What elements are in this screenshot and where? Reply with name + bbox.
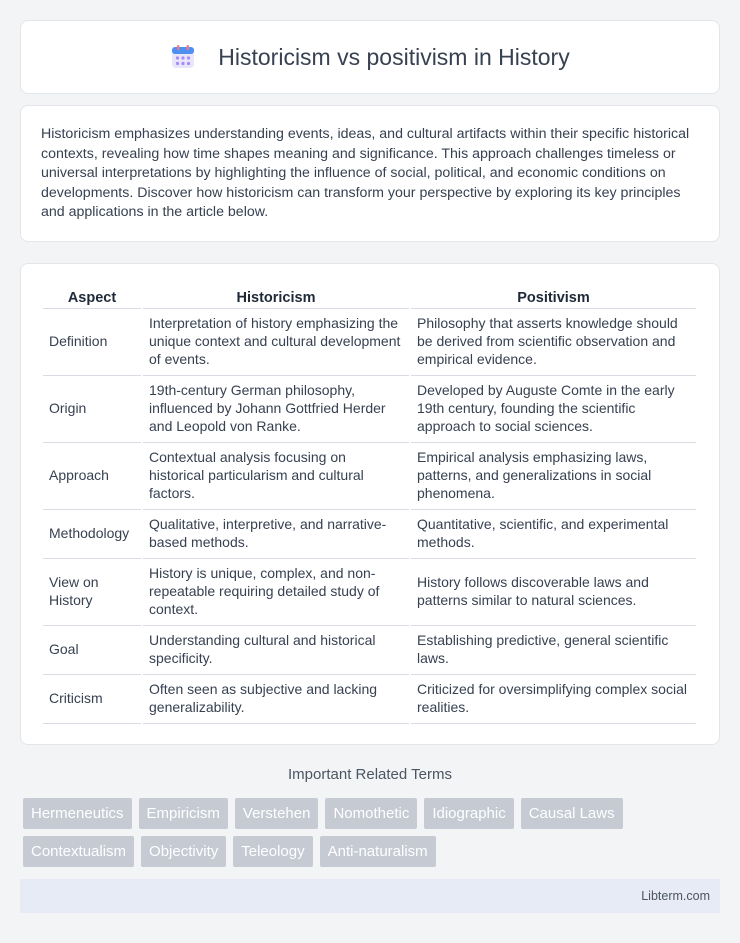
intro-text: Historicism emphasizes understanding events, ideas, and cultural artifacts within their specific historical contexts, revealing how time shapes meaning and significance. This approach challenges timeless or universal interpretations by highlighting the influence of social, political, and economic conditions on developments. Discover how historicism can transform your perspective by exploring its key principles and applications in the article below. (41, 126, 690, 221)
tag-nomothetic[interactable]: Nomothetic (325, 798, 417, 829)
intro-card (20, 105, 720, 242)
table-row (43, 626, 696, 675)
tag-objectivity[interactable]: Objectivity (141, 836, 226, 867)
tag-anti-naturalism[interactable]: Anti-naturalism (320, 836, 436, 867)
tag-causal-laws[interactable]: Causal Laws (521, 798, 623, 829)
related-terms-title: Important Related Terms (288, 766, 452, 783)
cell-historicism: 19th-century German philosophy, influenced by Johann Gottfried Herder and Leopold von Ranke. (143, 376, 409, 443)
related-terms-list (23, 798, 723, 867)
table-header-row (43, 282, 696, 309)
cell-positivism: Quantitative, scientific, and experimental methods. (411, 510, 696, 559)
tag-idiographic[interactable]: Idiographic (424, 798, 513, 829)
cell-historicism: Qualitative, interpretive, and narrative-based methods. (143, 510, 409, 559)
cell-aspect: Definition (43, 309, 141, 376)
cell-positivism: Criticized for oversimplifying complex social realities. (411, 675, 696, 724)
cell-historicism: Often seen as subjective and lacking generalizability. (143, 675, 409, 724)
header-aspect: Aspect (43, 282, 141, 309)
table-row (43, 559, 696, 626)
cell-historicism: Contextual analysis focusing on historical particularism and cultural factors. (143, 443, 409, 510)
cell-positivism: History follows discoverable laws and patterns similar to natural sciences. (411, 559, 696, 626)
tag-verstehen[interactable]: Verstehen (235, 798, 319, 829)
cell-aspect: Methodology (43, 510, 141, 559)
comparison-card (20, 263, 720, 745)
table-row (43, 443, 696, 510)
header-positivism: Positivism (411, 282, 696, 309)
table-row (43, 376, 696, 443)
cell-aspect: Origin (43, 376, 141, 443)
header-historicism: Historicism (143, 282, 409, 309)
comparison-table (41, 282, 698, 724)
table-row (43, 675, 696, 724)
tag-contextualism[interactable]: Contextualism (23, 836, 134, 867)
page-title: Historicism vs positivism in History (218, 43, 570, 70)
footer (20, 879, 720, 913)
table-row (43, 510, 696, 559)
tag-teleology[interactable]: Teleology (233, 836, 312, 867)
cell-aspect: View on History (43, 559, 141, 626)
cell-positivism: Empirical analysis emphasizing laws, patterns, and generalizations in social phenomena. (411, 443, 696, 510)
tag-empiricism[interactable]: Empiricism (139, 798, 228, 829)
cell-positivism: Establishing predictive, general scientific laws. (411, 626, 696, 675)
cell-aspect: Criticism (43, 675, 141, 724)
cell-historicism: Understanding cultural and historical specificity. (143, 626, 409, 675)
cell-historicism: History is unique, complex, and non-repeatable requiring detailed study of context. (143, 559, 409, 626)
calendar-icon (170, 44, 196, 70)
cell-aspect: Approach (43, 443, 141, 510)
cell-aspect: Goal (43, 626, 141, 675)
tag-hermeneutics[interactable]: Hermeneutics (23, 798, 132, 829)
title-card (20, 20, 720, 94)
cell-positivism: Developed by Auguste Comte in the early 19th century, founding the scientific approach to social sciences. (411, 376, 696, 443)
cell-historicism: Interpretation of history emphasizing the unique context and cultural development of events. (143, 309, 409, 376)
footer-brand[interactable]: Libterm.com (641, 889, 710, 903)
cell-positivism: Philosophy that asserts knowledge should be derived from scientific observation and empirical evidence. (411, 309, 696, 376)
table-row (43, 309, 696, 376)
